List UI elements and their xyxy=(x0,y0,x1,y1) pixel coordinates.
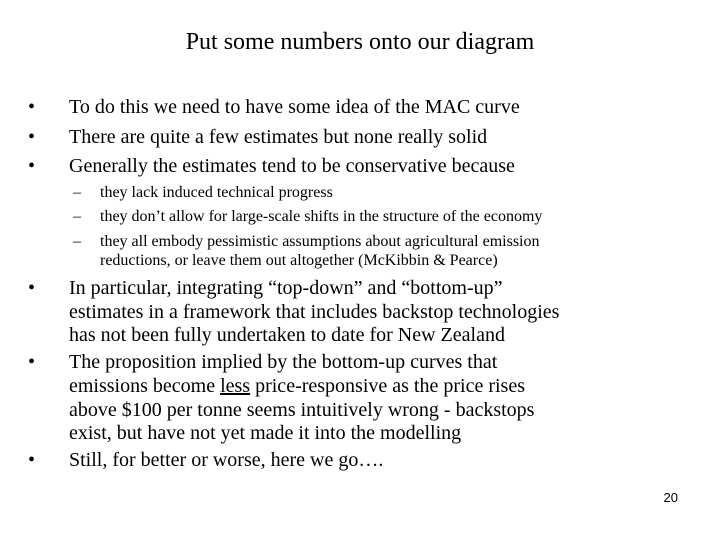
text-segment: emissions become xyxy=(69,375,221,397)
bullet-text xyxy=(69,374,699,398)
sub-bullet-text: they don’t allow for large-scale shifts in the structure of the economy xyxy=(100,208,543,225)
bullet-text: Still, for better or worse, here we go…. xyxy=(69,449,384,471)
bullet-text: The proposition implied by the bottom-up curves that xyxy=(69,351,498,373)
bullet-marker: • xyxy=(28,351,36,373)
underlined-word: less xyxy=(220,375,251,397)
dash-marker: – xyxy=(73,208,81,225)
bullet-marker: • xyxy=(28,155,36,177)
bullet-text: Generally the estimates tend to be conservative because xyxy=(69,155,515,177)
bullet-text: In particular, integrating “top-down” and “bottom-up” xyxy=(69,277,503,299)
dash-marker: – xyxy=(73,184,81,201)
sub-bullet-text: reductions, or leave them out altogether (McKibbin & Pearce) xyxy=(100,252,498,269)
bullet-marker: • xyxy=(28,96,36,118)
bullet-text: exist, but have not yet made it into the modelling xyxy=(69,422,462,444)
bullet-marker: • xyxy=(28,126,36,148)
sub-bullet-text: they all embody pessimistic assumptions about agricultural emission xyxy=(100,233,540,250)
bullet-text: above $100 per tonne seems intuitively wrong - backstops xyxy=(69,399,535,421)
bullet-text: estimates in a framework that includes backstop technologies xyxy=(69,301,560,323)
slide-title: Put some numbers onto our diagram xyxy=(185,29,535,55)
dash-marker: – xyxy=(73,233,81,250)
bullet-text: There are quite a few estimates but none really solid xyxy=(69,126,488,148)
bullet-marker: • xyxy=(28,449,36,471)
bullet-text: To do this we need to have some idea of the MAC curve xyxy=(69,96,520,118)
text-segment: price-responsive as the price rises xyxy=(250,375,525,397)
page-number: 20 xyxy=(663,490,678,505)
bullet-marker: • xyxy=(28,277,36,299)
bullet-text: has not been fully undertaken to date for New Zealand xyxy=(69,324,505,346)
sub-bullet-text: they lack induced technical progress xyxy=(100,184,333,201)
